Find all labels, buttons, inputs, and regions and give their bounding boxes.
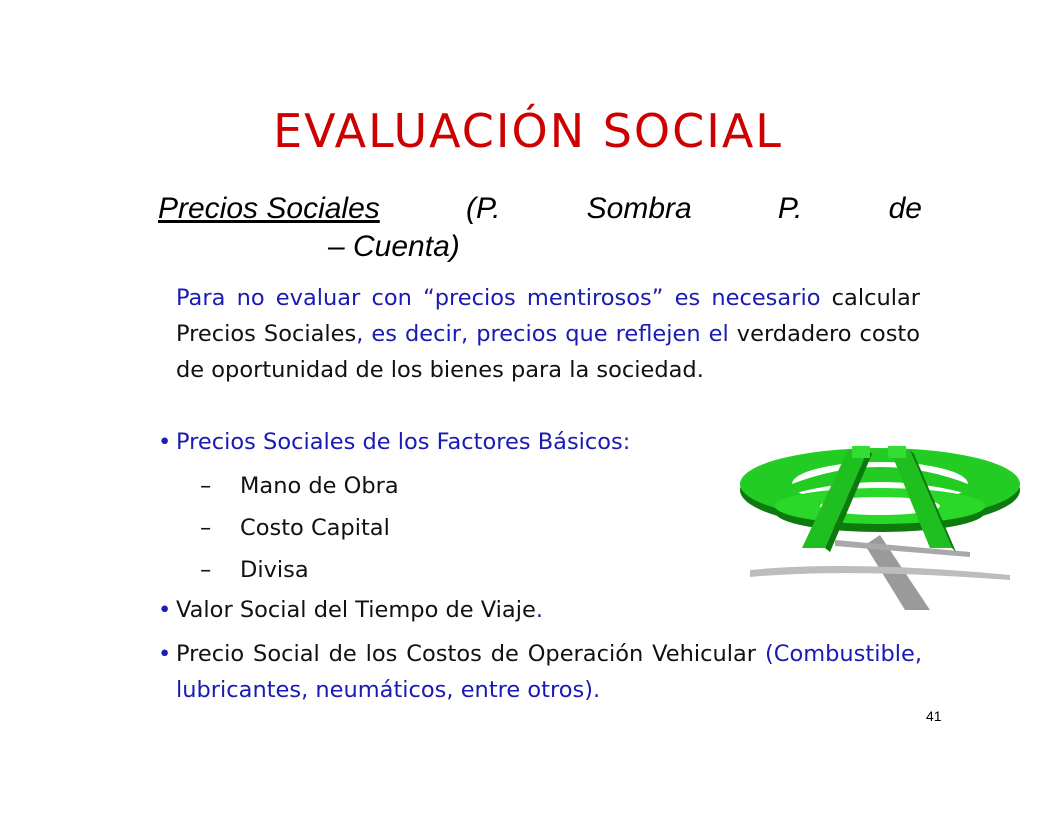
subtitle-p2: P. (777, 192, 803, 225)
intro-segment-3: , es decir, precios que reflejen el (356, 321, 729, 347)
intro-segment-1: Para no evaluar con “precios mentirosos” es necesario (176, 285, 821, 311)
sub-item-text: Mano de Obra (240, 473, 399, 499)
subtitle-de: de (888, 192, 922, 225)
bullet-dot: • (158, 641, 172, 667)
intro-paragraph (176, 280, 920, 388)
subtitle-sombra: Sombra (586, 192, 692, 225)
subtitle-precios-sociales: Precios Sociales (158, 192, 380, 225)
page-number: 41 (926, 708, 942, 724)
sub-item-divisa (200, 552, 309, 588)
bullet-text-main: Valor Social del Tiempo de Viaje (176, 597, 536, 623)
subtitle-cuenta: – Cuenta) (328, 230, 460, 263)
bullet-dot: • (158, 597, 172, 623)
bullet-text-extra: (Combustible, lubricantes, neumáticos, entre otros). (176, 641, 922, 703)
bullet-text: Precios Sociales de los Factores Básicos: (176, 429, 631, 455)
bullet-text-main: Precio Social de los Costos de Operación Vehicular (176, 641, 757, 667)
sub-item-text: Costo Capital (240, 515, 390, 541)
sub-item-text: Divisa (240, 557, 309, 583)
intro-segment-2: calcular Precios Sociales (176, 285, 920, 347)
sub-item-costo-capital (200, 510, 390, 546)
intro-segment-4: verdadero costo de oportunidad de los bienes para la sociedad. (176, 321, 921, 383)
bullet-dot: • (158, 429, 172, 455)
subtitle-p1: (P. (465, 192, 501, 225)
sub-item-mano-de-obra (200, 468, 399, 504)
slide-title: EVALUACIÓN SOCIAL (273, 104, 783, 158)
sub-item-dash: – (200, 515, 212, 541)
subtitle-row-1 (158, 190, 922, 228)
sub-item-dash: – (200, 473, 212, 499)
dollar-sign-3d-icon (730, 440, 1030, 610)
bullet-costos-operacion (158, 636, 922, 708)
bullet-text (176, 636, 922, 708)
subtitle (158, 190, 922, 266)
bullet-text-suffix: . (535, 597, 543, 623)
sub-item-dash: – (200, 557, 212, 583)
